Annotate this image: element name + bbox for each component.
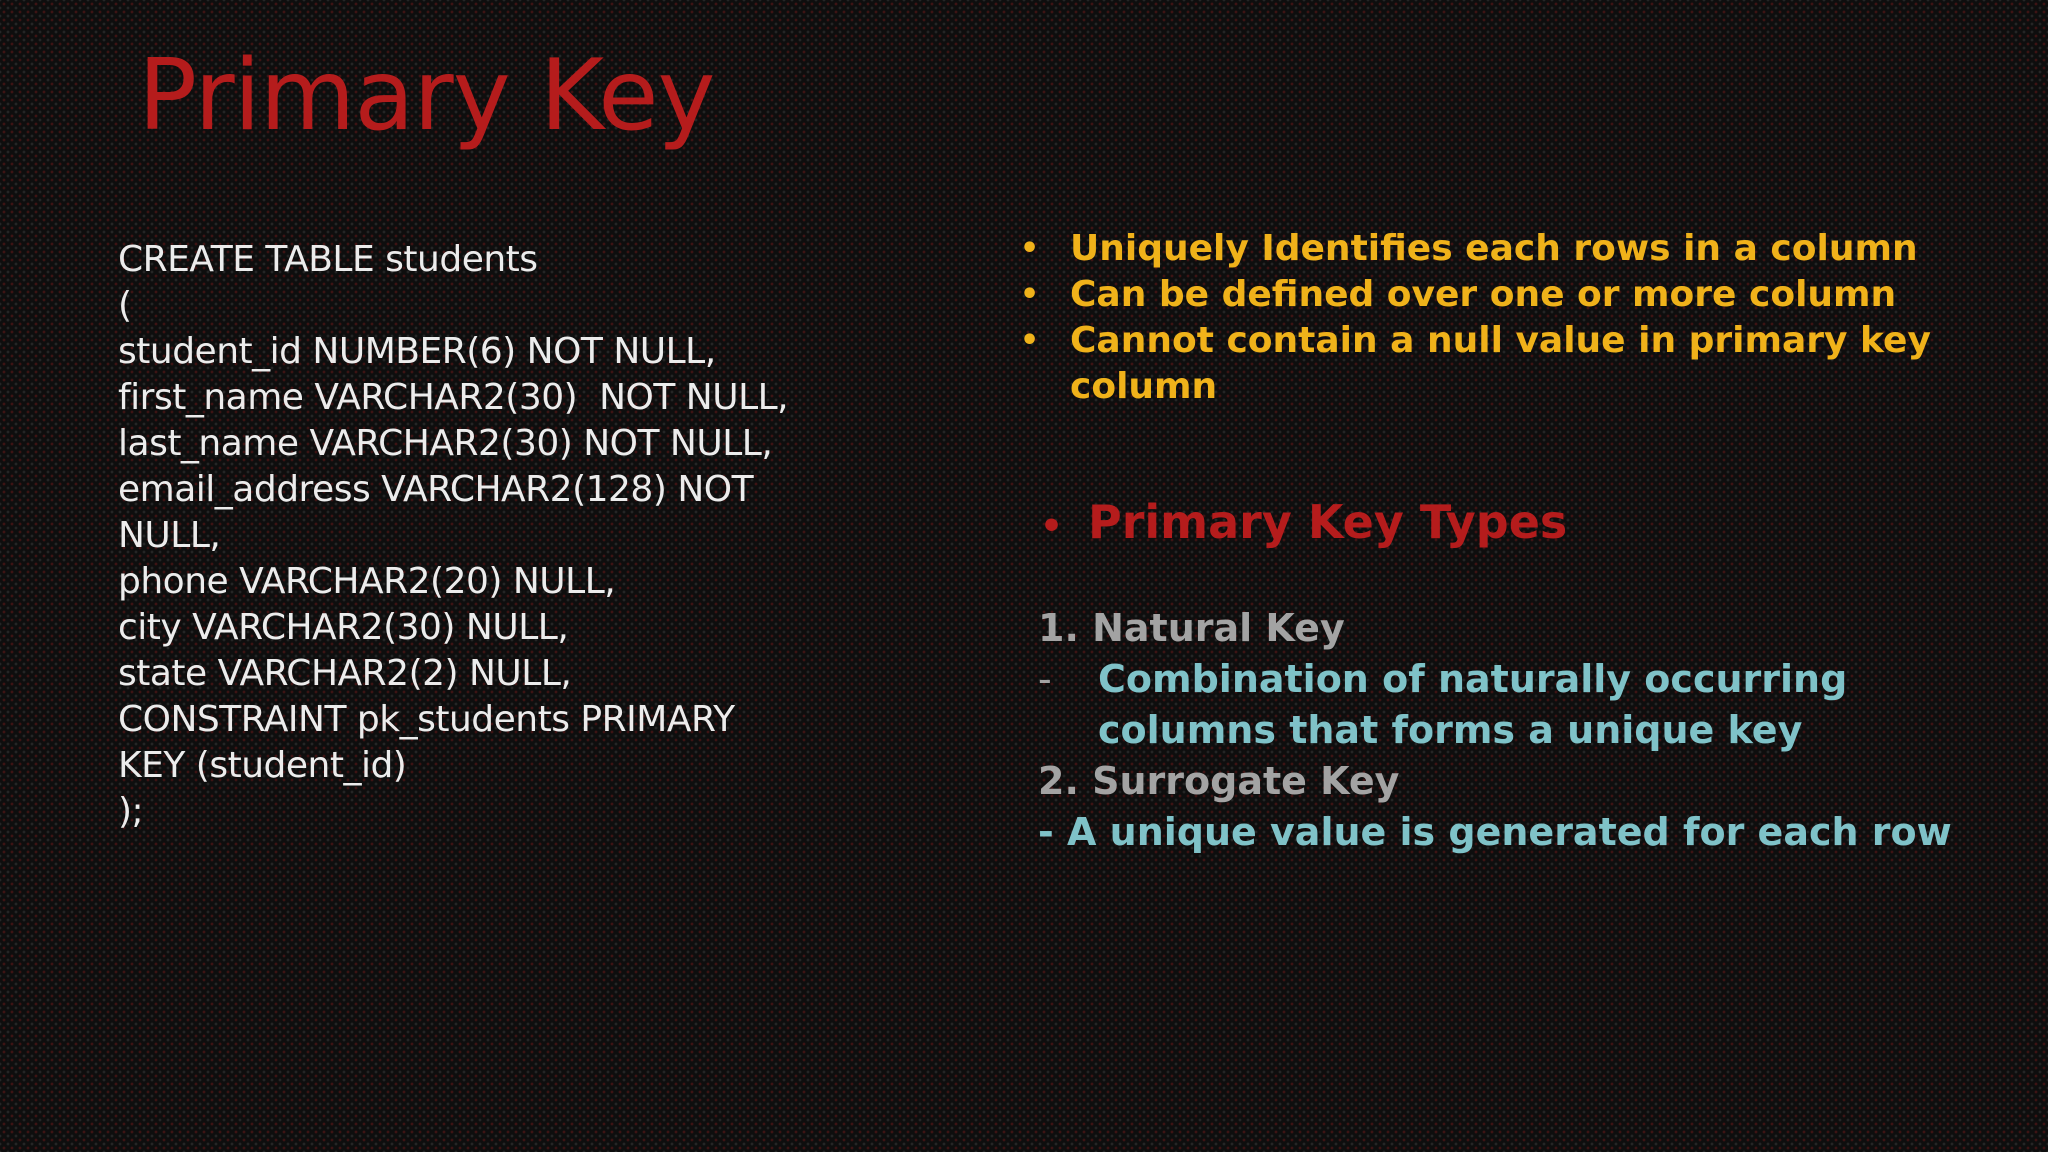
natural-key-item xyxy=(1038,654,2018,756)
sql-line: city VARCHAR2(30) NULL, xyxy=(118,607,569,648)
sql-code-block xyxy=(118,237,818,835)
feature-item xyxy=(1020,226,2020,272)
bullet-icon: • xyxy=(1040,506,1064,547)
dash-icon: - xyxy=(1038,657,1052,701)
key-types-list xyxy=(1038,603,2018,858)
bullet-icon: • xyxy=(1020,277,1040,312)
feature-item xyxy=(1020,272,2020,318)
sql-line: state VARCHAR2(2) NULL, xyxy=(118,653,572,694)
sql-line: email_address VARCHAR2(128) NOT xyxy=(118,469,754,510)
sql-line: CREATE TABLE students xyxy=(118,239,538,280)
natural-key-title: 1. Natural Key xyxy=(1038,606,1345,650)
feature-list xyxy=(1020,226,2020,410)
feature-item xyxy=(1020,318,2020,410)
sql-line: NULL, xyxy=(118,515,221,556)
bullet-icon: • xyxy=(1020,323,1040,358)
slide-title: Primary Key xyxy=(138,39,715,153)
feature-text: Uniquely Identifies each rows in a column xyxy=(1070,228,1918,269)
natural-key-description: Combination of naturally occurring columns that forms a unique key xyxy=(1098,657,1848,752)
sql-line: student_id NUMBER(6) NOT NULL, xyxy=(118,331,716,372)
sql-line: KEY (student_id) xyxy=(118,745,407,786)
surrogate-key-title: 2. Surrogate Key xyxy=(1038,759,1400,803)
sql-line: ); xyxy=(118,791,144,832)
sql-line: first_name VARCHAR2(30) NOT NULL, xyxy=(118,377,789,418)
surrogate-key-description: - A unique value is generated for each row xyxy=(1038,810,1952,854)
sql-line: ( xyxy=(118,285,132,326)
feature-text: Can be defined over one or more column xyxy=(1070,274,1897,315)
sql-line: phone VARCHAR2(20) NULL, xyxy=(118,561,616,602)
sql-line: last_name VARCHAR2(30) NOT NULL, xyxy=(118,423,773,464)
feature-text: Cannot contain a null value in primary key column xyxy=(1070,320,1931,407)
types-heading xyxy=(1040,492,1567,557)
bullet-icon: • xyxy=(1020,231,1040,266)
sql-line: CONSTRAINT pk_students PRIMARY xyxy=(118,699,735,740)
types-heading-text: Primary Key Types xyxy=(1088,495,1568,549)
